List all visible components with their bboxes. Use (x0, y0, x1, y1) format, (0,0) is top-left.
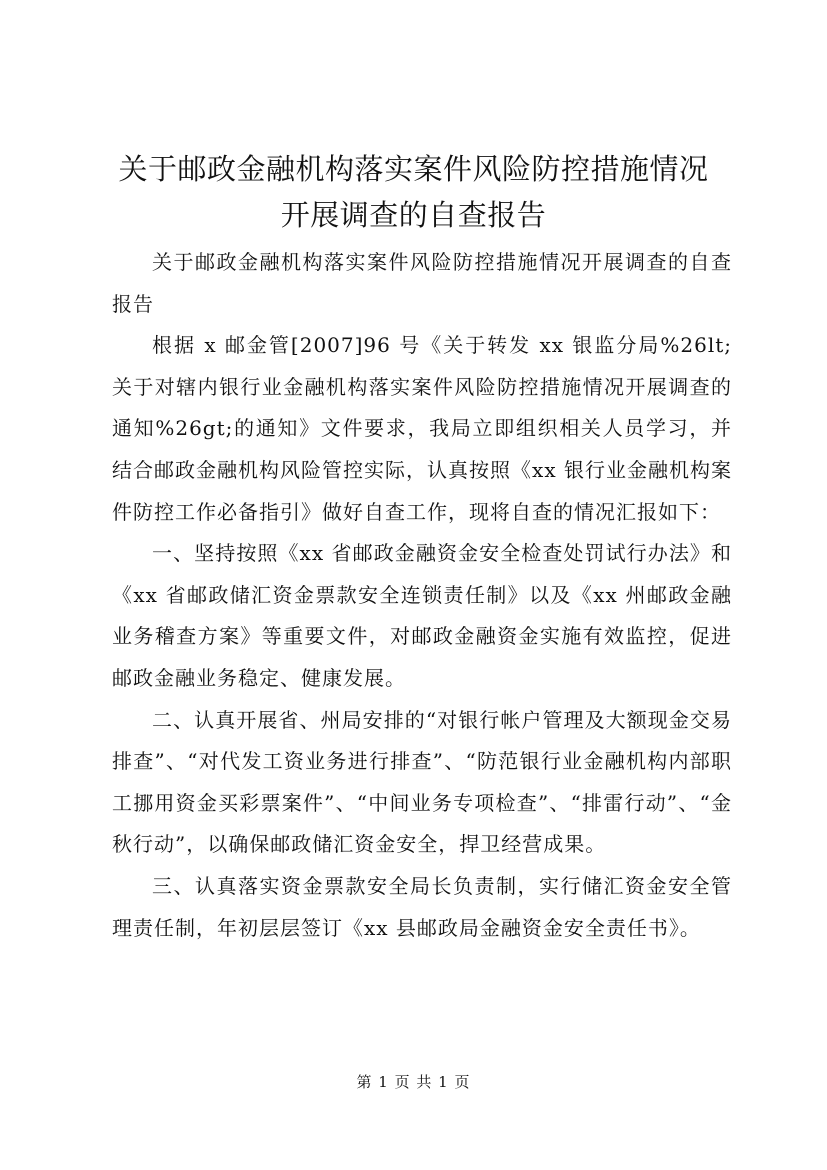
document-title (60, 146, 767, 238)
title-line-2: 开展调查的自查报告 (280, 198, 547, 232)
page-footer (0, 1072, 827, 1092)
document-body (112, 242, 732, 949)
paragraph-item-3: 三、认真落实资金票款安全局长负责制，实行储汇资金安全管理责任制，年初层层签订《xx 县邮政局金融资金安全责任书》。 (112, 873, 732, 940)
paragraph-subtitle: 关于邮政金融机构落实案件风险防控措施情况开展调查的自查报告 (112, 250, 732, 316)
paragraph-item-1: 一、坚持按照《xx 省邮政金融资金安全检查处罚试行办法》和《xx 省邮政储汇资金票款安全连锁责任制》以及《xx 州邮政金融业务稽查方案》等重要文件，对邮政金融资金实施有效监控，促进邮政金融业务稳定、健康发展。 (112, 541, 732, 690)
title-line-1: 关于邮政金融机构落实案件风险防控措施情况 (118, 152, 709, 186)
paragraph-intro: 根据 x 邮金管[2007]96 号《关于转发 xx 银监分局%26lt;关于对辖内银行业金融机构落实案件风险防控措施情况开展调查的通知%26gt;的通知》文件要求，我局立即组织相关人员学习，并结合邮政金融机构风险管控实际，认真按照《xx 银行业金融机构案件防控工作必备指引》做好自查工作，现将自查的情况汇报如下： (112, 333, 732, 524)
paragraph-item-2: 二、认真开展省、州局安排的“对银行帐户管理及大额现金交易排查”、“对代发工资业务进行排查”、“防范银行业金融机构内部职工挪用资金买彩票案件”、“中间业务专项检查”、“排雷行动”、“金秋行动”，以确保邮政储汇资金安全，捍卫经营成果。 (112, 707, 732, 857)
page-number-label: 第 1 页 共 1 页 (356, 1073, 471, 1091)
